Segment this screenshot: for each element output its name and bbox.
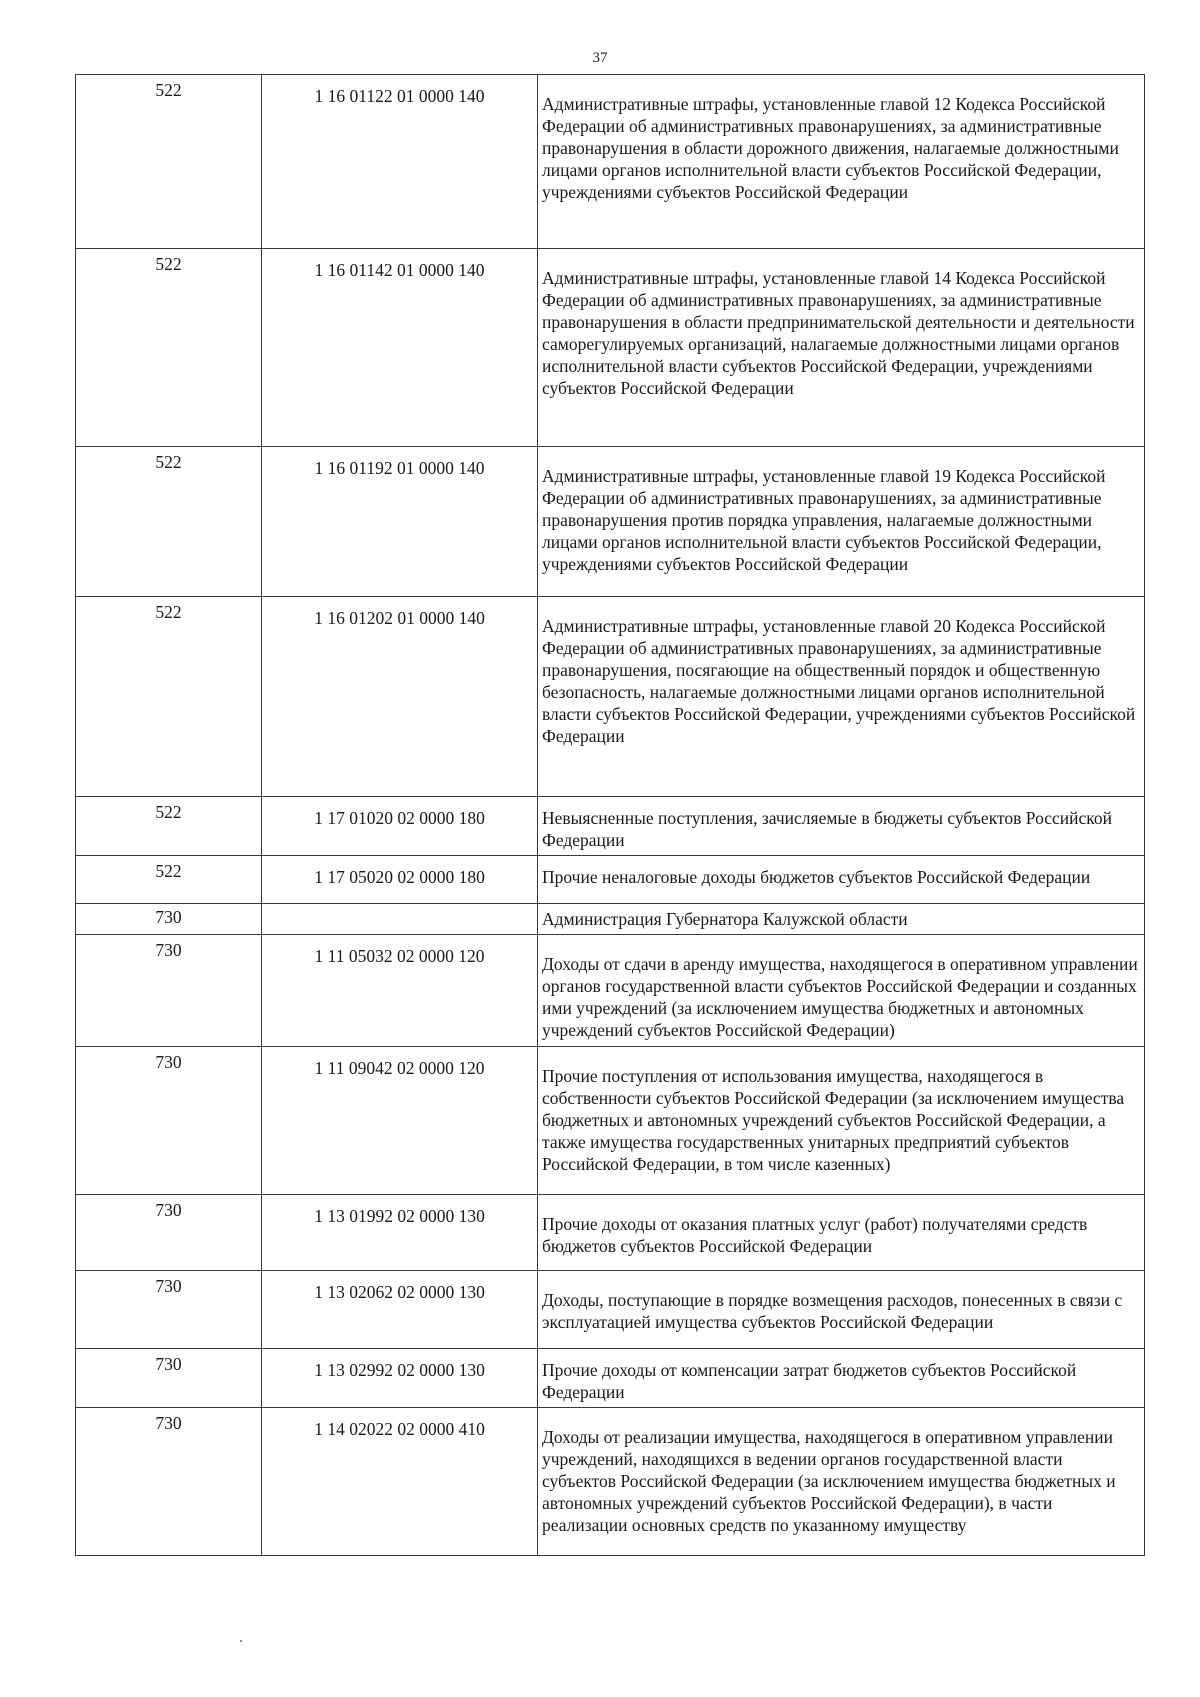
revenue-classification-code: 1 16 01202 01 0000 140 — [262, 597, 538, 797]
revenue-name: Администрация Губернатора Калужской области — [538, 904, 1145, 935]
revenue-name: Доходы, поступающие в порядке возмещения расходов, понесенных в связи с эксплуатацией имущества субъектов Российской Федерации — [538, 1271, 1145, 1349]
revenue-classification-code: 1 13 01992 02 0000 130 — [262, 1195, 538, 1271]
table-row — [76, 1271, 1145, 1349]
revenue-name: Административные штрафы, установленные главой 20 Кодекса Российской Федерации об административных правонарушениях, за административные правонарушения, посягающие на общественный порядок и общественную безопасность, налагаемые должностными лицами органов исполнительной власти субъектов Российской Федерации, учреждениями субъектов Российской Федерации — [538, 597, 1145, 797]
page-number: 37 — [592, 50, 608, 66]
revenue-classification-code: 1 16 01142 01 0000 140 — [262, 249, 538, 447]
table-row — [76, 904, 1145, 935]
revenue-name: Прочие доходы от оказания платных услуг (работ) получателями средств бюджетов субъектов Российской Федерации — [538, 1195, 1145, 1271]
administrator-code: 730 — [76, 1271, 262, 1349]
revenue-classification-code: 1 11 05032 02 0000 120 — [262, 935, 538, 1047]
administrator-code: 730 — [76, 1408, 262, 1556]
table-row — [76, 1408, 1145, 1556]
administrator-code: 522 — [76, 597, 262, 797]
table-row — [76, 935, 1145, 1047]
revenue-codes-table — [75, 74, 1145, 1556]
revenue-name: Прочие доходы от компенсации затрат бюджетов субъектов Российской Федерации — [538, 1349, 1145, 1408]
revenue-name: Доходы от сдачи в аренду имущества, находящегося в оперативном управлении органов государственной власти субъектов Российской Федерации и созданных ими учреждений (за исключением имущества бюджетных и автономных учреждений субъектов Российской Федерации) — [538, 935, 1145, 1047]
table-row — [76, 797, 1145, 856]
revenue-classification-code: 1 16 01122 01 0000 140 — [262, 75, 538, 249]
revenue-classification-code: 1 16 01192 01 0000 140 — [262, 447, 538, 597]
revenue-classification-code — [262, 904, 538, 935]
administrator-code: 730 — [76, 1195, 262, 1271]
table-row — [76, 597, 1145, 797]
administrator-code: 522 — [76, 447, 262, 597]
table-row — [76, 1195, 1145, 1271]
revenue-name: Прочие поступления от использования имущества, находящегося в собственности субъектов Российской Федерации (за исключением имущества бюджетных и автономных учреждений субъектов Российской Федерации, а также имущества государственных унитарных предприятий субъектов Российской Федерации, в том числе казенных) — [538, 1047, 1145, 1195]
revenue-name: Административные штрафы, установленные главой 12 Кодекса Российской Федерации об административных правонарушениях, за административные правонарушения в области дорожного движения, налагаемые должностными лицами органов исполнительной власти субъектов Российской Федерации, учреждениями субъектов Российской Федерации — [538, 75, 1145, 249]
administrator-code: 730 — [76, 904, 262, 935]
revenue-classification-code: 1 13 02992 02 0000 130 — [262, 1349, 538, 1408]
revenue-name: Административные штрафы, установленные главой 19 Кодекса Российской Федерации об административных правонарушениях, за административные правонарушения против порядка управления, налагаемые должностными лицами органов исполнительной власти субъектов Российской Федерации, учреждениями субъектов Российской Федерации — [538, 447, 1145, 597]
revenue-classification-code: 1 13 02062 02 0000 130 — [262, 1271, 538, 1349]
table-row — [76, 75, 1145, 249]
revenue-name: Невыясненные поступления, зачисляемые в бюджеты субъектов Российской Федерации — [538, 797, 1145, 856]
revenue-name: Административные штрафы, установленные главой 14 Кодекса Российской Федерации об административных правонарушениях, за административные правонарушения в области предпринимательской деятельности и деятельности саморегулируемых организаций, налагаемые должностными лицами органов исполнительной власти субъектов Российской Федерации, учреждениями субъектов Российской Федерации — [538, 249, 1145, 447]
table-row — [76, 447, 1145, 597]
administrator-code: 730 — [76, 1349, 262, 1408]
revenue-classification-code: 1 17 01020 02 0000 180 — [262, 797, 538, 856]
table-row — [76, 1349, 1145, 1408]
administrator-code: 522 — [76, 797, 262, 856]
revenue-name: Доходы от реализации имущества, находящегося в оперативном управлении учреждений, находящихся в ведении органов государственной власти субъектов Российской Федерации (за исключением имущества бюджетных и автономных учреждений субъектов Российской Федерации), в части реализации основных средств по указанному имуществу — [538, 1408, 1145, 1556]
administrator-code: 522 — [76, 856, 262, 904]
table-row — [76, 1047, 1145, 1195]
revenue-classification-code: 1 14 02022 02 0000 410 — [262, 1408, 538, 1556]
administrator-code: 730 — [76, 935, 262, 1047]
scan-artifact — [240, 1640, 242, 1642]
administrator-code: 522 — [76, 75, 262, 249]
table-row — [76, 249, 1145, 447]
revenue-name: Прочие неналоговые доходы бюджетов субъектов Российской Федерации — [538, 856, 1145, 904]
administrator-code: 522 — [76, 249, 262, 447]
administrator-code: 730 — [76, 1047, 262, 1195]
revenue-classification-code: 1 17 05020 02 0000 180 — [262, 856, 538, 904]
table-row — [76, 856, 1145, 904]
revenue-classification-code: 1 11 09042 02 0000 120 — [262, 1047, 538, 1195]
